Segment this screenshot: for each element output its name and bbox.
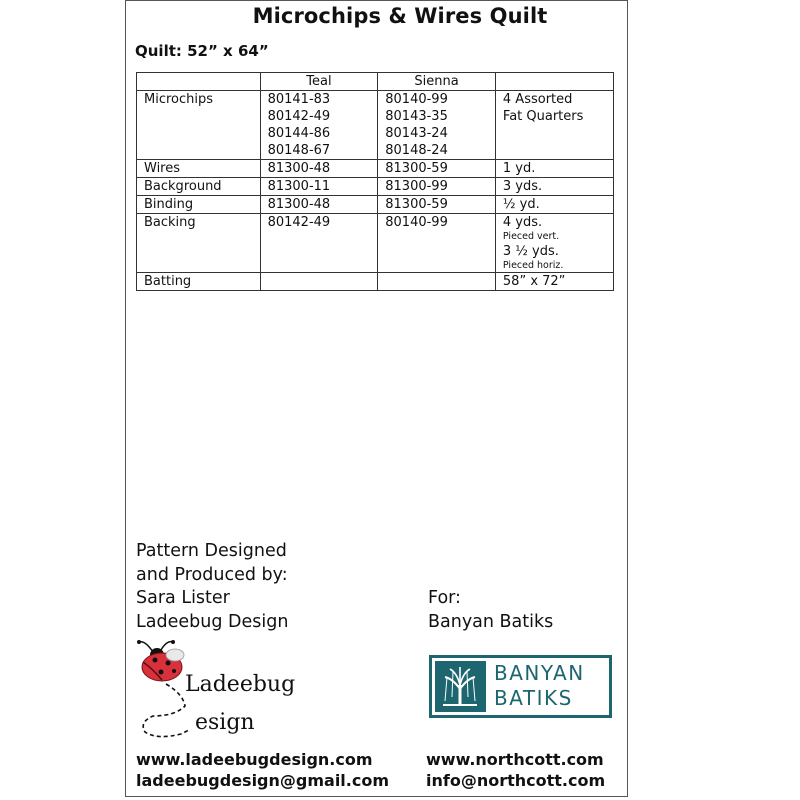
banyan-tree-icon [435,661,486,712]
cell-line: 81300-48 [267,197,331,212]
document-title: Microchips & Wires Quilt [252,4,548,28]
cell-line: Fat Quarters [502,109,584,124]
fabric-table [136,72,614,291]
credits-line: Pattern Designed [136,541,287,561]
item-cell: Batting [137,273,261,291]
sienna-cell [378,273,496,291]
sienna-cell [378,178,496,196]
amount-cell [495,273,613,291]
credits-line: and Produced by: [136,564,288,585]
cell-line: 81300-11 [267,179,331,194]
cell-line: 80143-35 [385,109,448,124]
quilt-size: Quilt: 52” x 64” [135,42,269,60]
teal-cell [260,178,378,196]
amount-note: Pieced horiz. [502,260,564,271]
ladeebug-logo-text-2: esign [195,710,255,735]
banyan-logo-line-2: BATIKS [494,686,573,710]
cell-line: 1 yd. [502,161,536,176]
cell-line: 58” x 72” [502,274,566,289]
cell-line: 80142-49 [267,215,331,230]
for-name: Banyan Batiks [428,611,554,632]
item-cell: Background [137,178,261,196]
ladybug-logo-icon [133,636,303,741]
amount-cell [495,196,613,214]
ladeebug-logo [133,636,303,741]
cell-line: ½ yd. [502,197,540,212]
banyan-logo-line-1: BANYAN [494,661,585,685]
cell-line: 80148-24 [385,143,448,158]
cell-line: 80143-24 [385,126,448,141]
teal-cell [260,214,378,273]
item-cell: Microchips [137,91,261,160]
item-cell: Backing [137,214,261,273]
cell-line: 80141-83 [267,92,331,107]
cell-line: 81300-59 [385,161,448,176]
table-row [137,160,614,178]
header-teal: Teal [260,73,378,91]
sienna-cell [378,214,496,273]
amount-note: Pieced vert. [502,231,560,242]
northcott-email-link[interactable]: info@northcott.com [426,771,606,790]
cell-line: 3 ½ yds. [502,244,559,259]
cell-line: 4 Assorted [502,92,573,107]
cell-line: 81300-99 [385,179,448,194]
designer-name: Sara Lister [136,588,230,608]
design-company: Ladeebug Design [136,611,289,632]
table-row [137,273,614,291]
item-cell: Wires [137,160,261,178]
ladeebug-email-link[interactable]: ladeebugdesign@gmail.com [136,771,390,790]
cell-line: 80142-49 [267,109,331,124]
cell-line: 4 yds. [502,215,543,230]
ladeebug-contact [136,749,389,791]
northcott-contact [426,749,605,791]
amount-cell [495,178,613,196]
teal-cell [260,196,378,214]
banyan-batiks-logo [429,655,612,718]
designer-credits [136,540,288,634]
table-row [137,91,614,160]
cell-line: 81300-48 [267,161,331,176]
ladeebug-website-link[interactable]: www.ladeebugdesign.com [136,750,373,769]
amount-cell [495,160,613,178]
sienna-cell [378,91,496,160]
header-sienna: Sienna [378,73,496,91]
table-header-row [137,73,614,91]
sienna-cell [378,196,496,214]
teal-cell [260,160,378,178]
table-row [137,196,614,214]
cell-line: 80140-99 [385,92,448,107]
cell-line: 80148-67 [267,143,331,158]
teal-cell [260,273,378,291]
sienna-cell [378,160,496,178]
amount-cell [495,214,613,273]
for-block [428,587,553,634]
table-row [137,178,614,196]
for-label: For: [428,588,461,608]
header-amount [495,73,613,91]
cell-line: 80144-86 [267,126,331,141]
cell-line: 80140-99 [385,215,448,230]
northcott-website-link[interactable]: www.northcott.com [426,750,604,769]
fabric-table-body [137,91,614,291]
amount-cell [495,91,613,160]
header-item [137,73,261,91]
ladeebug-logo-text-1: Ladeebug [185,672,296,697]
cell-line: 81300-59 [385,197,448,212]
table-row [137,214,614,273]
banyan-logo-text [494,661,585,711]
cell-line: 3 yds. [502,179,543,194]
teal-cell [260,91,378,160]
item-cell: Binding [137,196,261,214]
